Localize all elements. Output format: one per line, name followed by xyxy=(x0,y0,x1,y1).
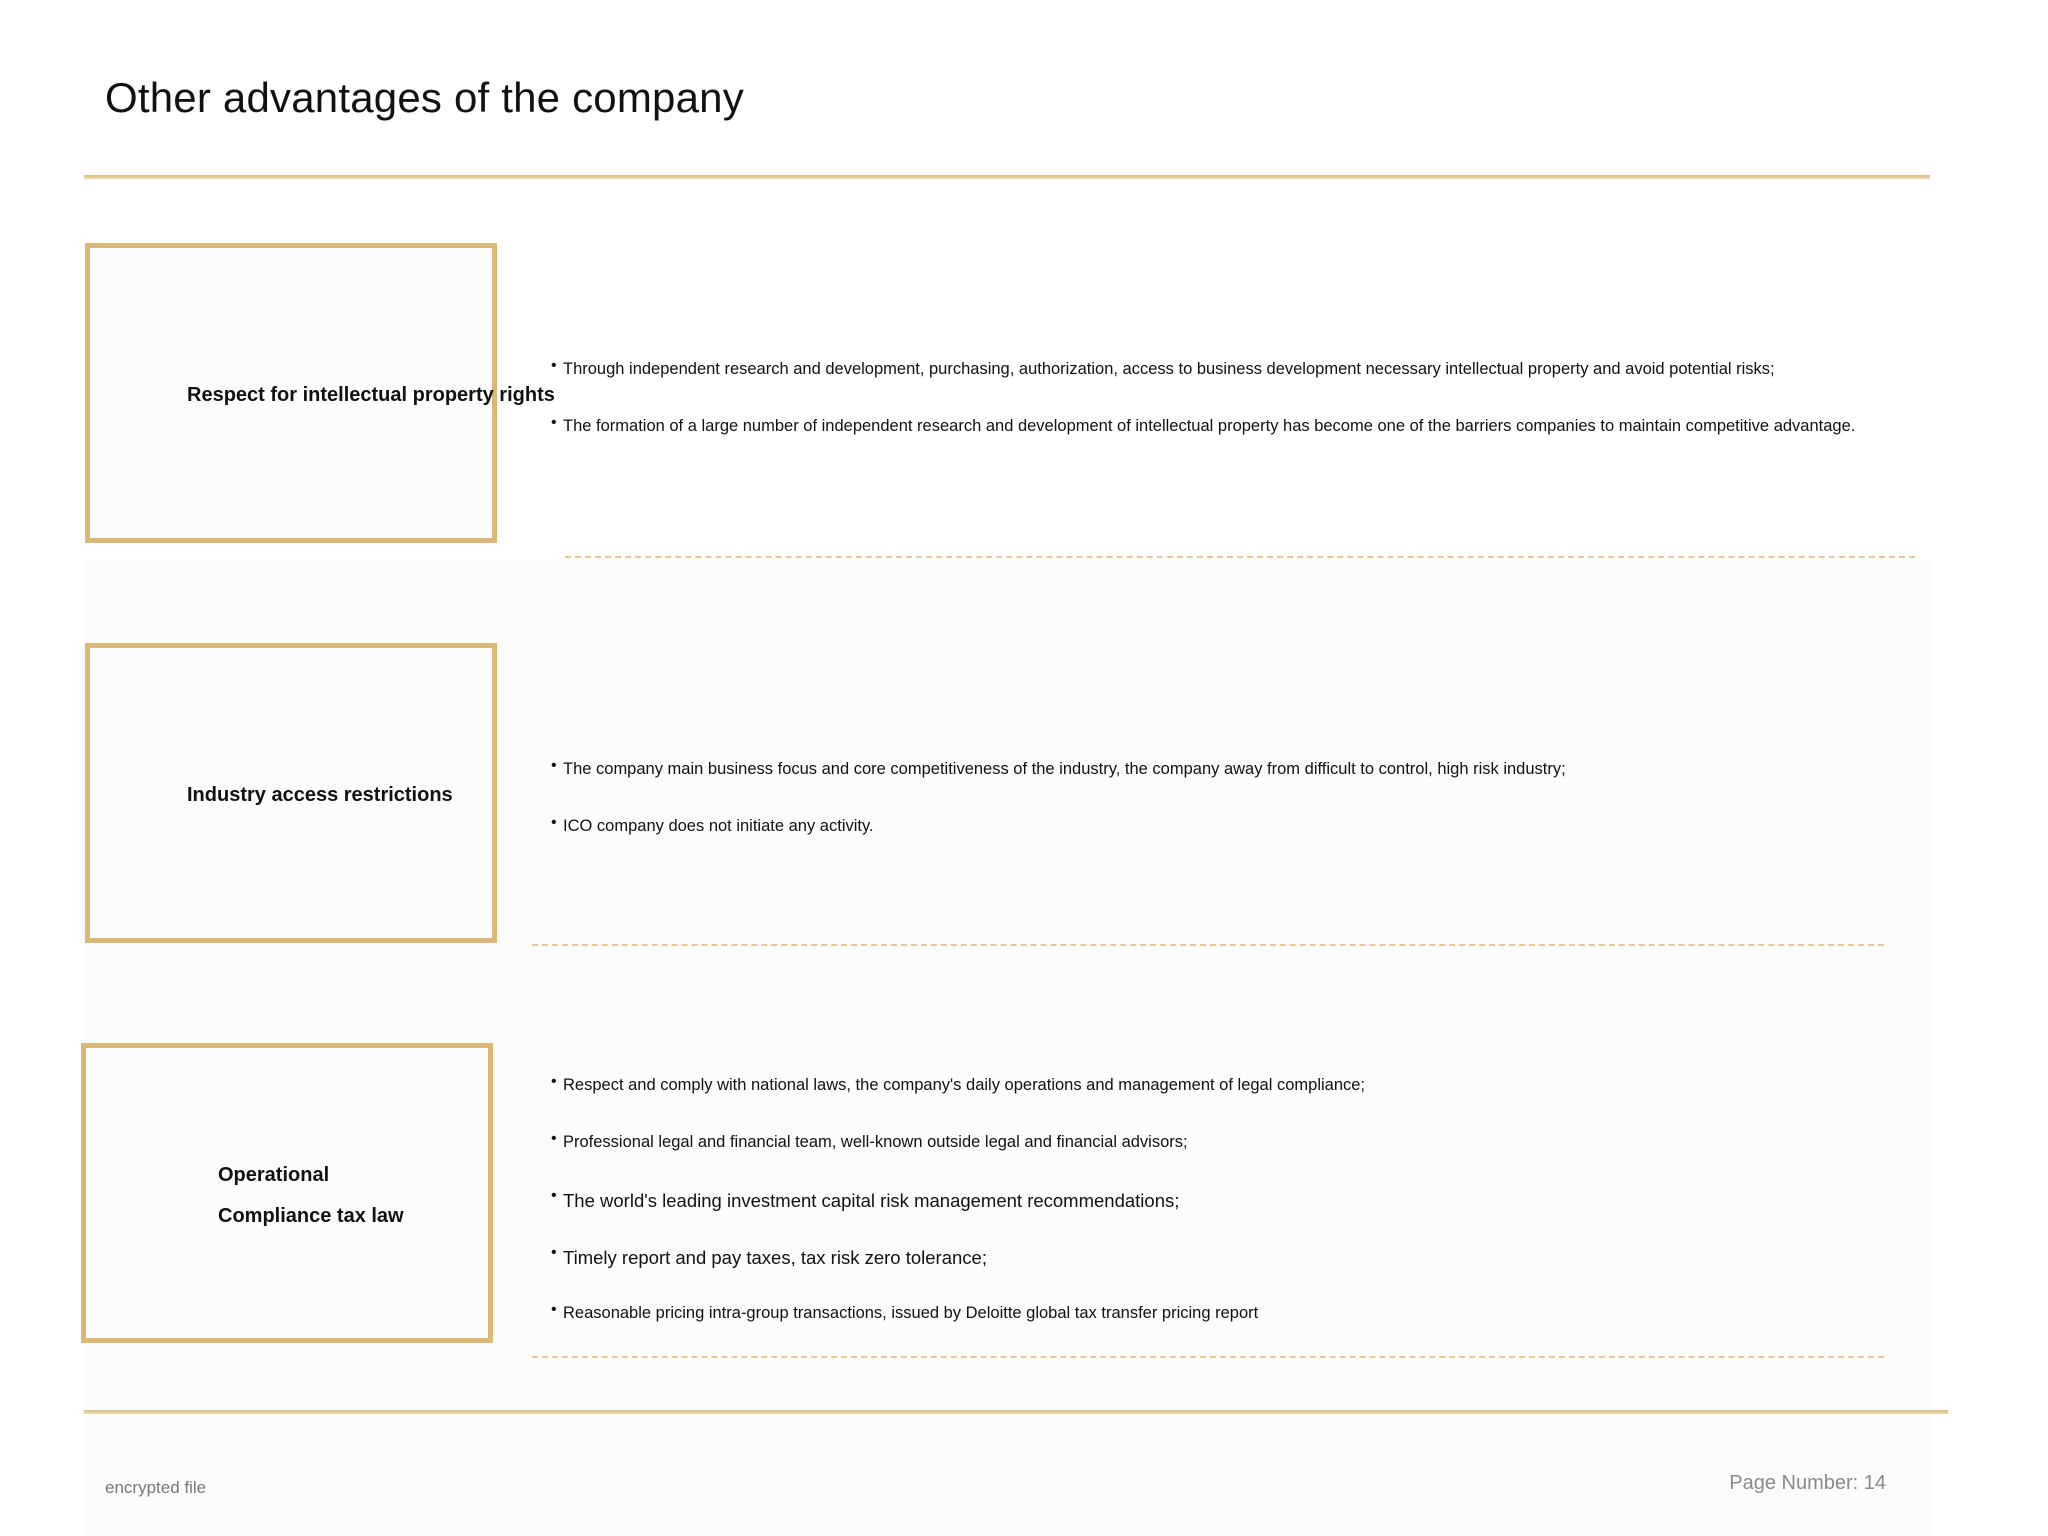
section-divider-1 xyxy=(565,556,1915,558)
bullet-text: ICO company does not initiate any activity. xyxy=(563,817,874,835)
section-label-intellectual-property: Respect for intellectual property rights xyxy=(187,384,555,406)
list-item xyxy=(551,357,1855,417)
page-title: Other advantages of the company xyxy=(105,74,744,121)
bullet-list-intellectual-property xyxy=(551,357,1856,474)
bullet-icon: • xyxy=(551,757,557,774)
list-item xyxy=(551,757,1566,817)
bullet-text: The formation of a large number of independent research and development of intellectual property has become one of the barriers companies to maintain competitive advantage. xyxy=(563,417,1856,435)
list-item xyxy=(551,1073,1366,1133)
bullet-text: Reasonable pricing intra-group transactions, issued by Deloitte global tax transfer pricing report xyxy=(563,1304,1259,1322)
bullet-icon: • xyxy=(551,1130,557,1147)
bullet-icon: • xyxy=(551,1301,557,1318)
bullet-text: Respect and comply with national laws, the company's daily operations and management of legal compliance; xyxy=(563,1076,1366,1094)
bullet-icon: • xyxy=(551,414,557,431)
bullet-text: Through independent research and development, purchasing, authorization, access to business development necessary intellectual property and avoid potential risks; xyxy=(563,360,1775,378)
bullet-icon: • xyxy=(551,814,557,831)
section-label-compliance-line1: Operational xyxy=(218,1164,330,1186)
bullet-list-industry-access xyxy=(551,757,1566,874)
section-label-industry-access: Industry access restrictions xyxy=(187,784,453,806)
top-divider xyxy=(84,175,1930,179)
list-item xyxy=(551,414,1856,474)
list-item xyxy=(551,1130,1365,1190)
bullet-icon: • xyxy=(551,1244,557,1261)
bottom-divider xyxy=(84,1410,1948,1414)
section-box-compliance xyxy=(81,1043,493,1343)
bullet-text: Timely report and pay taxes, tax risk zero tolerance; xyxy=(563,1247,987,1268)
page-number: Page Number: 14 xyxy=(1729,1472,1886,1494)
bullet-text: The world's leading investment capital risk management recommendations; xyxy=(563,1190,1180,1211)
bullet-icon: • xyxy=(551,1073,557,1090)
section-divider-3 xyxy=(532,1356,1884,1358)
footer-label: encrypted file xyxy=(105,1478,207,1497)
bullet-text: Professional legal and financial team, well-known outside legal and financial advisors; xyxy=(563,1133,1188,1151)
list-item xyxy=(551,1301,1365,1361)
bullet-icon: • xyxy=(551,1187,557,1204)
bullet-text: The company main business focus and core competitiveness of the industry, the company away from difficult to control, high risk industry; xyxy=(563,760,1566,778)
bullet-icon: • xyxy=(551,357,557,374)
list-item xyxy=(551,1244,1365,1304)
section-divider-2 xyxy=(532,944,1884,946)
list-item xyxy=(551,1187,1365,1247)
section-label-compliance-line2: Compliance tax law xyxy=(218,1205,404,1227)
list-item xyxy=(551,814,1566,874)
bullet-list-compliance xyxy=(551,1073,1366,1361)
